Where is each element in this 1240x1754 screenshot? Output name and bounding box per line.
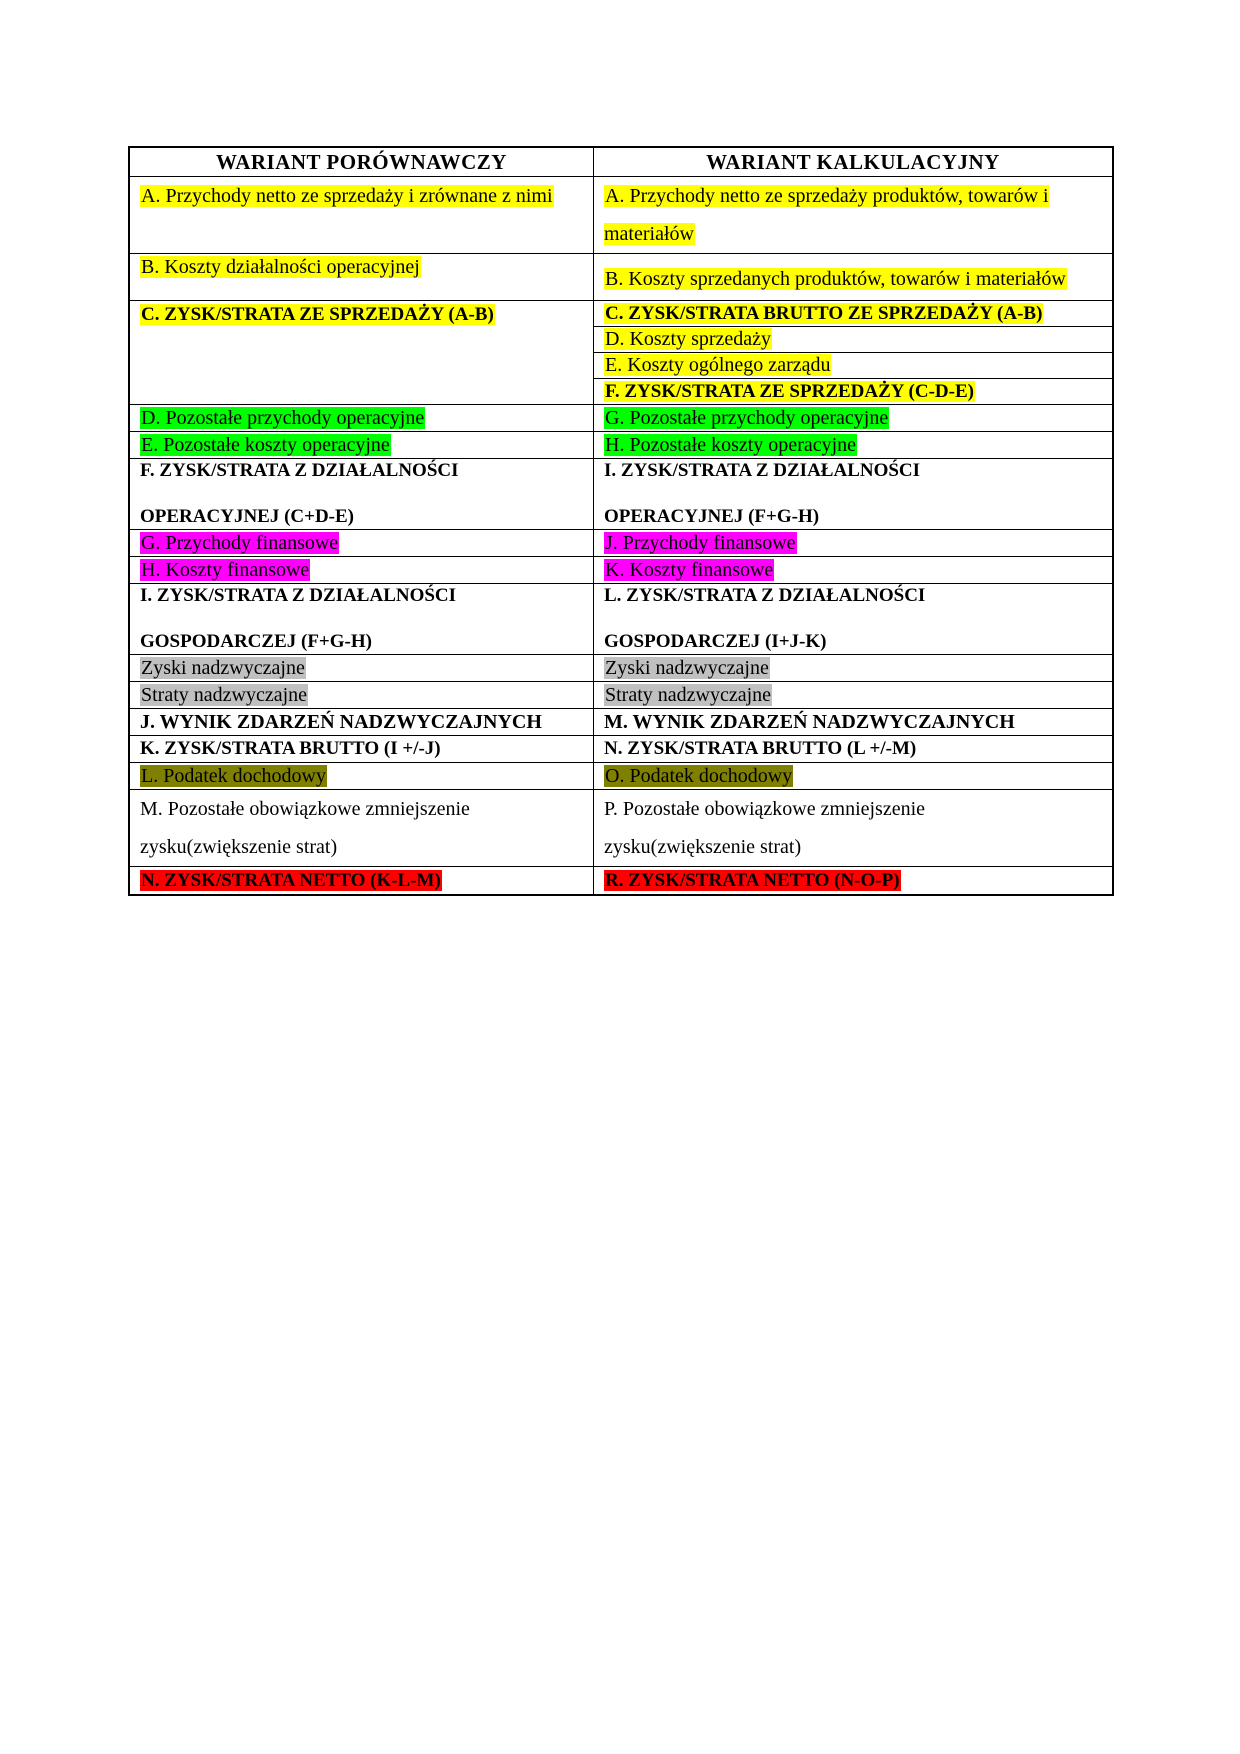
right-h-text: H. Pozostałe koszty operacyjne [605, 434, 857, 456]
left-item-b [130, 254, 594, 300]
right-k-text: K. Koszty finansowe [605, 559, 774, 581]
left-item-h [130, 557, 594, 583]
table-row [130, 682, 1112, 709]
left-g-text: G. Przychody finansowe [141, 532, 339, 554]
table-row [130, 736, 1112, 763]
left-f-line2: OPERACYJNEJ (C+D-E) [140, 506, 355, 527]
left-item-l [130, 763, 594, 789]
left-item-j: J. WYNIK ZDARZEŃ NADZWYCZAJNYCH [130, 709, 594, 735]
right-o-text: O. Podatek dochodowy [605, 765, 793, 787]
right-item-c [594, 301, 1112, 327]
right-i-line2: OPERACYJNEJ (F+G-H) [604, 506, 820, 527]
left-f-line1: F. ZYSK/STRATA Z DZIAŁALNOŚCI [140, 460, 459, 481]
right-item-g [594, 405, 1112, 431]
left-n-text: N. ZYSK/STRATA NETTO (K-L-M) [141, 870, 441, 891]
table-row [130, 405, 1112, 432]
table-row [130, 709, 1112, 736]
left-item-n [130, 867, 594, 894]
right-g-text: G. Pozostałe przychody operacyjne [605, 407, 889, 429]
right-item-o [594, 763, 1112, 789]
right-r-text: R. ZYSK/STRATA NETTO (N-O-P) [605, 870, 900, 891]
table-row [130, 763, 1112, 790]
right-straty-text: Straty nadzwyczajne [605, 684, 772, 706]
right-item-h [594, 432, 1112, 458]
right-p-line1: P. Pozostałe obowiązkowe zmniejszenie [604, 798, 926, 820]
right-j-text: J. Przychody finansowe [605, 532, 796, 554]
table-row [130, 530, 1112, 557]
right-l-line2: GOSPODARCZEJ (I+J-K) [604, 631, 827, 652]
right-item-d [594, 327, 1112, 353]
table-row [130, 557, 1112, 584]
header-left: WARIANT PORÓWNAWCZY [130, 148, 594, 176]
comparison-table [128, 146, 1114, 896]
right-a-text: A. Przychody netto ze sprzedaży produktów, towarów i materiałów [604, 185, 1049, 245]
right-e-text: E. Koszty ogólnego zarządu [605, 354, 831, 376]
left-d-text: D. Pozostałe przychody operacyjne [141, 407, 425, 429]
table-row [130, 177, 1112, 254]
table-row [130, 584, 1112, 655]
left-item-k: K. ZYSK/STRATA BRUTTO (I +/-J) [130, 736, 594, 762]
right-item-a [594, 177, 1112, 253]
table-row [130, 790, 1112, 867]
left-m-line1: M. Pozostałe obowiązkowe zmniejszenie [140, 798, 470, 820]
table-row [130, 432, 1112, 459]
left-item-a [130, 177, 594, 253]
right-zyski-text: Zyski nadzwyczajne [605, 657, 769, 679]
right-item-n: N. ZYSK/STRATA BRUTTO (L +/-M) [604, 738, 917, 759]
right-item-p [594, 790, 1112, 866]
table-row [130, 459, 1112, 530]
left-b-text: B. Koszty działalności operacyjnej [141, 256, 420, 278]
table-row [130, 867, 1112, 894]
left-h-text: H. Koszty finansowe [141, 559, 310, 581]
left-item-m [130, 790, 594, 866]
left-item-zyski [130, 655, 594, 681]
left-straty-text: Straty nadzwyczajne [141, 684, 308, 706]
right-c-text: C. ZYSK/STRATA BRUTTO ZE SPRZEDAŻY (A-B) [605, 303, 1043, 324]
right-l-line1: L. ZYSK/STRATA Z DZIAŁALNOŚCI [604, 585, 926, 606]
left-item-c [130, 301, 594, 404]
right-item-i [594, 459, 1112, 529]
left-item-straty [130, 682, 594, 708]
table-row [130, 254, 1112, 301]
table-row [130, 301, 1112, 405]
header-right: WARIANT KALKULACYJNY [706, 150, 1000, 174]
right-item-zyski [594, 655, 1112, 681]
table-header-row [130, 148, 1112, 177]
right-f-text: F. ZYSK/STRATA ZE SPRZEDAŻY (C-D-E) [605, 381, 974, 402]
left-item-f [130, 459, 594, 529]
right-item-k [594, 557, 1112, 583]
left-zyski-text: Zyski nadzwyczajne [141, 657, 305, 679]
left-c-text: C. ZYSK/STRATA ZE SPRZEDAŻY (A-B) [141, 304, 494, 325]
left-l-text: L. Podatek dochodowy [141, 765, 326, 787]
left-item-g [130, 530, 594, 556]
right-item-j [594, 530, 1112, 556]
right-item-m: M. WYNIK ZDARZEŃ NADZWYCZAJNYCH [604, 711, 1015, 733]
right-item-b [594, 254, 1112, 300]
right-b-text: B. Koszty sprzedanych produktów, towarów i materiałów [605, 268, 1066, 290]
right-item-e [594, 353, 1112, 379]
left-item-d [130, 405, 594, 431]
right-i-line1: I. ZYSK/STRATA Z DZIAŁALNOŚCI [604, 460, 921, 481]
table-row [130, 655, 1112, 682]
left-i-line2: GOSPODARCZEJ (F+G-H) [140, 631, 372, 652]
left-m-line2: zysku(zwiększenie strat) [140, 836, 338, 858]
right-p-line2: zysku(zwiększenie strat) [604, 836, 802, 858]
left-i-line1: I. ZYSK/STRATA Z DZIAŁALNOŚCI [140, 585, 457, 606]
right-item-f [594, 379, 1112, 404]
left-item-e [130, 432, 594, 458]
left-e-text: E. Pozostałe koszty operacyjne [141, 434, 390, 456]
right-item-l [594, 584, 1112, 654]
left-item-i [130, 584, 594, 654]
right-item-r [594, 867, 1112, 894]
right-d-text: D. Koszty sprzedaży [605, 328, 772, 350]
right-item-straty [594, 682, 1112, 708]
right-items-c-f [594, 301, 1112, 404]
left-a-text: A. Przychody netto ze sprzedaży i zrównane z nimi [141, 185, 553, 207]
